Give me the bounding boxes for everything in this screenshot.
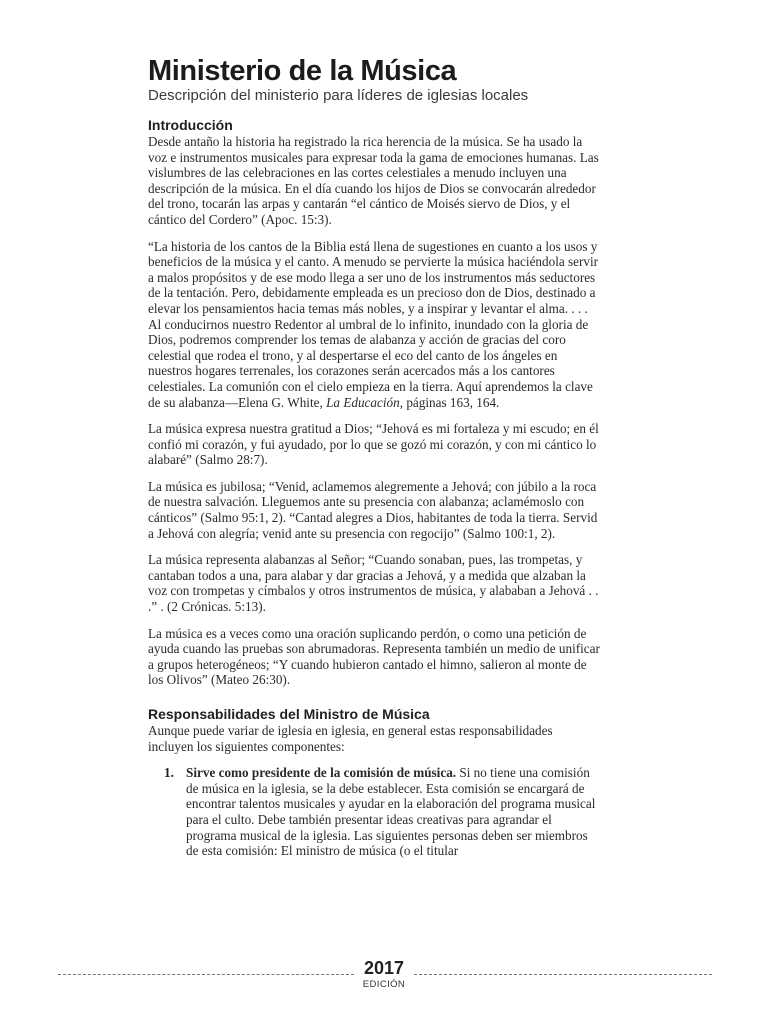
intro-paragraph-2-citation: , páginas 163, 164. — [399, 394, 500, 410]
responsibilities-list — [148, 765, 600, 859]
intro-paragraph-5: La música representa alabanzas al Señor; “Cuando sonaban, pues, las trompetas, y cantaban todos a una, para alabar y dar gracias a Jehová, y a medida que alzaban la voz con trompetas y címbalos y otros instrumentos de música, y alababan a Jehová . . .” . (2 Crónicas. 5:13). — [148, 552, 599, 615]
page-title: Ministerio de la Música — [148, 55, 457, 87]
section-heading-responsibilities: Responsabilidades del Ministro de Música — [148, 706, 430, 722]
intro-paragraph-1: Desde antaño la historia ha registrado la rica herencia de la música. Se ha usado la voz e instrumentos musicales para expresar toda la gama de emociones humanas. Las vislumbres de las celebraciones en las cortes celestiales a menudo incluyen una descripción de la música. En el día cuando los hijos de Dios se convocarán alrededor del trono, tocarán las arpas y cantarán “el cántico de Moisés siervo de Dios, y el cántico del Cordero” (Apoc. 15:3). — [148, 134, 599, 227]
footer-dashed-rule-right — [414, 974, 712, 975]
list-item-text — [186, 765, 600, 859]
intro-paragraph-2 — [148, 239, 600, 411]
intro-paragraph-3: La música expresa nuestra gratitud a Dios; “Jehová es mi fortaleza y mi escudo; en él confió mi corazón, y fui ayudado, por lo que se gozó mi corazón, y con mi cántico lo alabaré” (Salmo 28:7). — [148, 421, 599, 468]
book-title: La Educación — [326, 394, 400, 410]
intro-paragraph-2-quote: “La historia de los cantos de la Biblia está llena de sugestiones en cuanto a los usos y beneficios de la música y el canto. A menudo se pervierte la música haciéndola servir a malos propósitos y de ese modo llega a ser uno de los instrumentos más seductores de la tentación. Pero, debidamente empleada es un precioso don de Dios, destinado a elevar los pensamientos hacia temas más nobles, y a inspirar y levantar el alma. . . . Al conducirnos nuestro Redentor al umbral de lo infinito, inundado con la gloria de Dios, podremos comprender los temas de alabanza y acción de gracias del coro celestial que rodea el trono, y al despertarse el eco del canto de los ángeles en nuestros hogares terrenales, los corazones serán acercados más a los cantores celestiales. La comunión con el cielo empieza en la tierra. Aquí aprendemos la clave de su alabanza—Elena G. White, — [148, 238, 599, 410]
page-footer — [58, 958, 712, 994]
page-subtitle: Descripción del ministerio para líderes de iglesias locales — [148, 87, 529, 104]
section-heading-introduction: Introducción — [148, 117, 233, 133]
list-item-body: Si no tiene una comisión de música en la iglesia, se la debe establecer. Esta comisión se encargará de encontrar talentos musicales y ayudar en la elaboración del programa musical para el culto. Debe también presentar ideas creativas para agrandar el programa musical de la iglesia. Las siguientes personas deben ser miembros de esta comisión: El ministro de música (o el titular — [186, 765, 596, 859]
edition-year: 2017 — [363, 958, 405, 978]
list-item — [148, 765, 600, 859]
list-item-lead: Sirve como presidente de la comisión de música. — [186, 765, 457, 781]
document-page — [148, 55, 600, 859]
edition-label: EDICIÓN — [362, 979, 406, 990]
intro-paragraph-6: La música es a veces como una oración suplicando perdón, o como una petición de ayuda cuando las pruebas son abrumadoras. Representa también un medio de unificar a grupos heterogéneos; “Y cuando hubieron cantado el himno, salieron al monte de los Olivos” (Mateo 26:30). — [148, 625, 600, 688]
footer-dashed-rule-left — [58, 974, 354, 975]
intro-paragraph-4: La música es jubilosa; “Venid, aclamemos alegremente a Jehová; con júbilo a la roca de nuestra salvación. Lleguemos ante su presencia con alabanza; aclamémoslo con cánticos” (Salmo 95:1, 2). “Cantad alegres a Dios, habitantes de toda la tierra. Servid a Jehová con alegría; venid ante su presencia con regocijo” (Salmo 100:1, 2). — [148, 478, 598, 541]
responsibilities-intro: Aunque puede variar de iglesia en iglesia, en general estas responsabilidades incluyen los siguientes componentes: — [148, 723, 553, 754]
list-item-number: 1. — [164, 765, 174, 781]
